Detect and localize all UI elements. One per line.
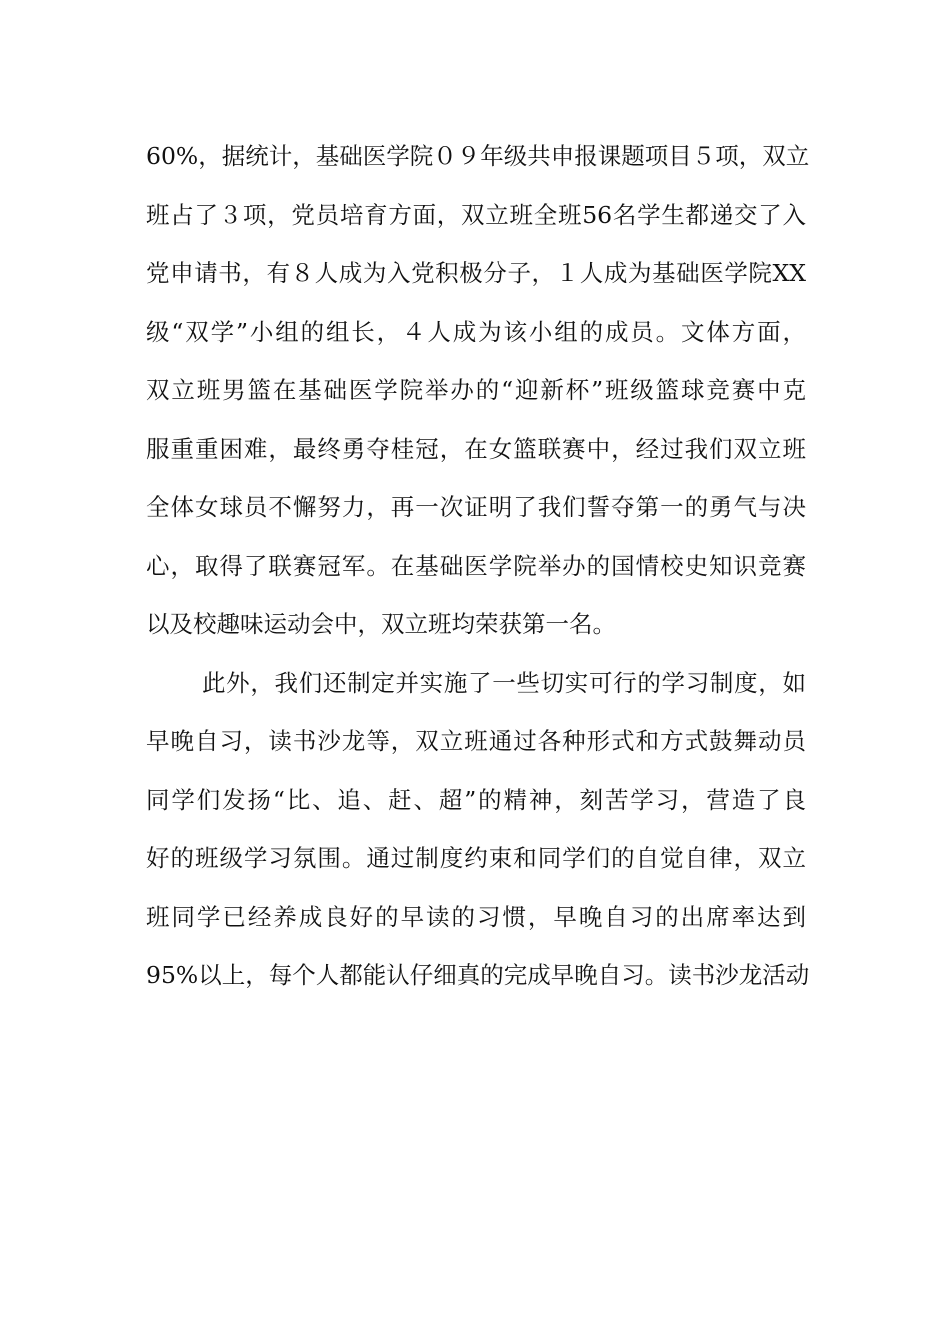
text-line: 以及校趣味运动会中，双立班均荣获第一名。: [146, 610, 616, 638]
text-line: 双立班男篮在基础医学院举办的“迎新杯”班级篮球竞赛中克: [146, 376, 806, 404]
text-line: 好的班级学习氛围。通过制度约束和同学们的自觉自律，双立: [146, 844, 806, 872]
text-line: 60%，据统计，基础医学院０９年级共申报课题项目５项，双立: [146, 142, 810, 170]
text-line: 服重重困难，最终勇夺桂冠，在女篮联赛中，经过我们双立班: [146, 434, 806, 463]
text-line: 心，取得了联赛冠军。在基础医学院举办的国情校史知识竞赛: [146, 551, 806, 580]
document-body: [146, 127, 810, 1005]
text-line: 95%以上，每个人都能认仔细真的完成早晚自习。读书沙龙活动: [146, 961, 810, 989]
paragraph-1: [146, 127, 810, 654]
text-line: 此外，我们还制定并实施了一些切实可行的学习制度，如: [202, 668, 806, 697]
paragraph-2: [146, 654, 810, 1005]
text-line: 全体女球员不懈努力，再一次证明了我们誓夺第一的勇气与决: [146, 493, 806, 521]
text-line: 党申请书，有８人成为入党积极分子，１人成为基础医学院XX: [146, 259, 806, 287]
text-line: 早晚自习，读书沙龙等，双立班通过各种形式和方式鼓舞动员: [146, 727, 806, 755]
text-line: 同学们发扬“比、追、赶、超”的精神，刻苦学习，营造了良: [146, 785, 806, 814]
text-line: 级“双学”小组的组长，４人成为该小组的成员。文体方面，: [146, 317, 806, 346]
text-line: 班占了３项，党员培育方面，双立班全班56名学生都递交了入: [146, 200, 806, 229]
text-line: 班同学已经养成良好的早读的习惯，早晚自习的出席率达到: [146, 902, 806, 931]
